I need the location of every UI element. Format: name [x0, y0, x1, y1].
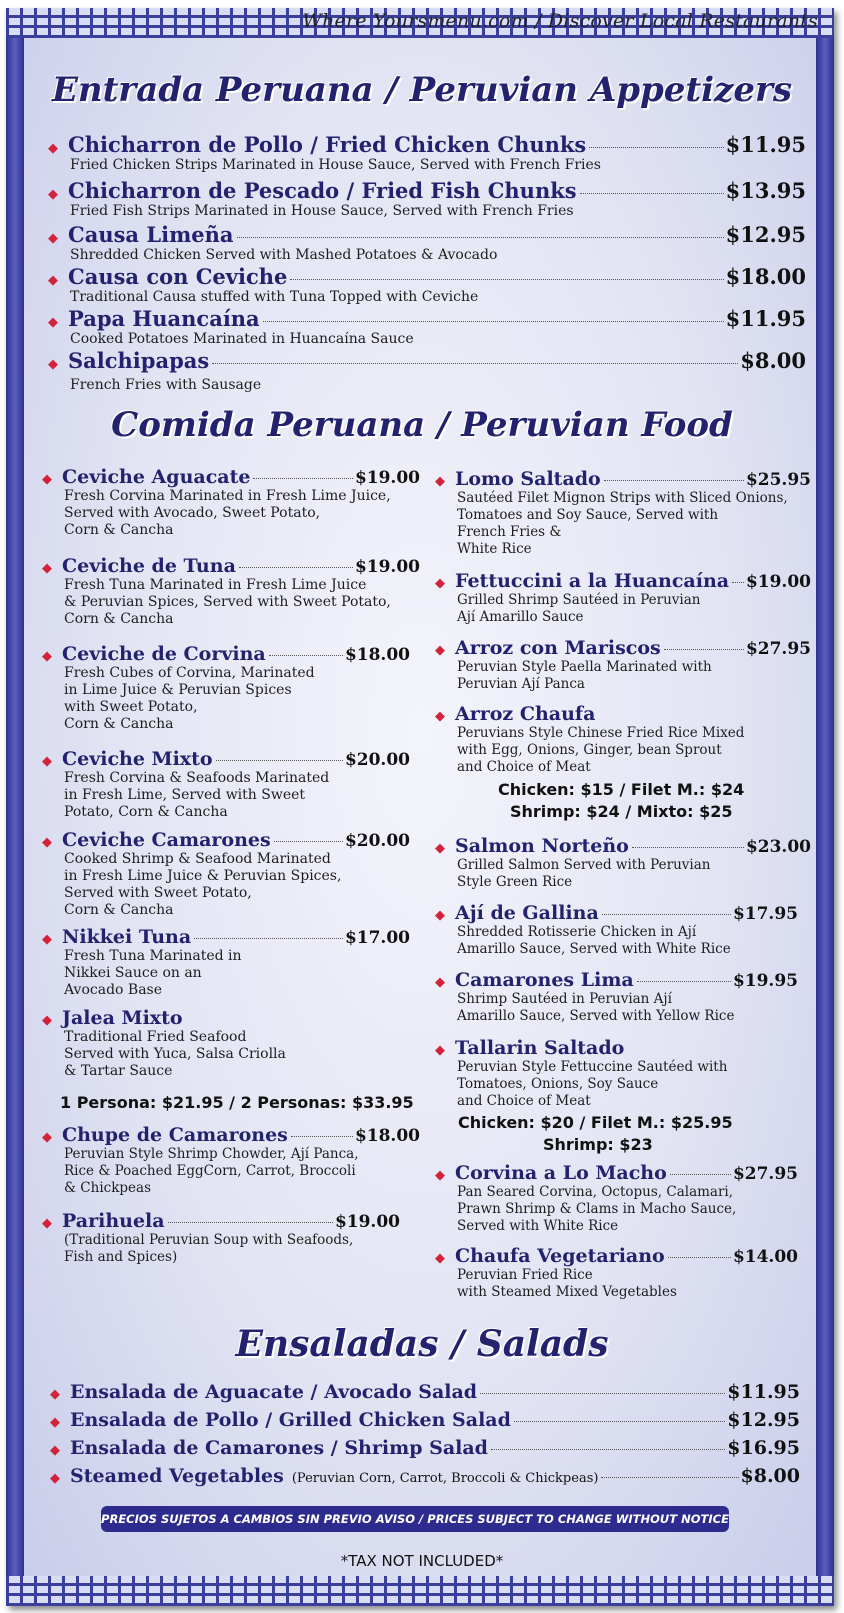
item-price: $16.95 [727, 1437, 800, 1459]
item-name: Fettuccini a la Huancaína [455, 570, 730, 592]
menu-item [435, 468, 811, 558]
item-price: $19.00 [354, 468, 420, 488]
menu-item [42, 643, 410, 733]
item-name: Salchipapas [68, 348, 210, 373]
diamond-bullet-icon: ◆ [48, 273, 58, 288]
menu-item [48, 222, 806, 264]
desc-line: Fresh Corvina & Seafoods Marinated [64, 770, 330, 786]
diamond-bullet-icon: ◆ [42, 1013, 52, 1028]
desc-line: Peruvian Fried Rice [457, 1267, 593, 1283]
salad-item [50, 1437, 800, 1459]
item-price: $11.95 [725, 306, 806, 331]
item-name: Ceviche Mixto [62, 748, 213, 770]
desc-line: & Tartar Sauce [64, 1063, 173, 1079]
item-note: (Peruvian Corn, Carrot, Broccoli & Chickpeas) [291, 1471, 599, 1486]
desc-line: Ají Amarillo Sauce [457, 609, 584, 625]
desc-line: White Rice [457, 541, 532, 557]
diamond-bullet-icon: ◆ [435, 975, 445, 990]
diamond-bullet-icon: ◆ [48, 357, 58, 372]
desc-line: Corn & Cancha [64, 611, 174, 627]
item-name: Ceviche de Corvina [62, 643, 266, 665]
desc-line: (Traditional Peruvian Soup with Seafoods, [64, 1232, 354, 1248]
item-description: French Fries with Sausage [70, 377, 262, 393]
item-description: Fried Chicken Strips Marinated in House Sauce, Served with French Fries [70, 157, 601, 173]
menu-item [48, 348, 806, 394]
item-name: Arroz con Mariscos [455, 637, 661, 659]
desc-line: Peruvian Style Fettuccine Sautéed with [457, 1059, 728, 1075]
desc-line: Sautéed Filet Mignon Strips with Sliced Onions, [457, 490, 788, 506]
diamond-bullet-icon: ◆ [435, 643, 445, 658]
item-name: Arroz Chaufa [455, 703, 596, 725]
desc-line: Style Green Rice [457, 874, 573, 890]
item-name: Ceviche Aguacate [62, 466, 251, 488]
desc-line: with Steamed Mixed Vegetables [457, 1284, 677, 1300]
diamond-bullet-icon: ◆ [435, 908, 445, 923]
desc-line: Pan Seared Corvina, Octopus, Calamari, [457, 1184, 734, 1200]
desc-line: Corn & Cancha [64, 522, 174, 538]
desc-line: Peruvian Style Paella Marinated with [457, 659, 712, 675]
item-name: Tallarin Saltado [455, 1037, 625, 1059]
item-price: $23.00 [745, 837, 811, 857]
item-name: Ensalada de Camarones / Shrimp Salad [70, 1437, 488, 1459]
diamond-bullet-icon: ◆ [435, 1043, 445, 1058]
desc-line: in Fresh Lime Juice & Peruvian Spices, [64, 868, 342, 884]
item-price: $11.95 [725, 132, 806, 157]
item-price: $12.95 [727, 1409, 800, 1431]
desc-line: Traditional Fried Seafood [64, 1029, 247, 1045]
item-name: Parihuela [62, 1210, 165, 1232]
desc-line: Served with Yuca, Salsa Criolla [64, 1046, 286, 1062]
diamond-bullet-icon: ◆ [435, 1168, 445, 1183]
item-price: $25.95 [745, 470, 811, 490]
diamond-bullet-icon: ◆ [48, 141, 58, 156]
item-price: $19.00 [745, 572, 811, 592]
menu-item [435, 835, 811, 891]
menu-item [435, 570, 811, 626]
diamond-bullet-icon: ◆ [48, 231, 58, 246]
menu-item [435, 1037, 811, 1110]
desc-line: Amarillo Sauce, Served with Yellow Rice [457, 1008, 735, 1024]
menu-item [42, 1007, 410, 1080]
item-description: Cooked Potatoes Marinated in Huancaína Sauce [70, 331, 414, 347]
menu-item [435, 1245, 798, 1301]
menu-item [48, 132, 806, 174]
diamond-bullet-icon: ◆ [50, 1415, 60, 1430]
desc-line: in Lime Juice & Peruvian Spices [64, 682, 292, 698]
desc-line: Shrimp Sautéed in Peruvian Ají [457, 991, 672, 1007]
menu-item [48, 178, 806, 220]
tallarin-prices-line-2: Shrimp: $23 [543, 1135, 653, 1154]
desc-line: & Chickpeas [64, 1180, 151, 1196]
item-price: $8.00 [740, 1465, 800, 1487]
diamond-bullet-icon: ◆ [42, 754, 52, 769]
menu-item [48, 264, 806, 306]
desc-line: in Fresh Lime, Served with Sweet [64, 787, 306, 803]
desc-line: French Fries & [457, 524, 562, 540]
item-price: $19.95 [732, 971, 798, 991]
item-name: Steamed Vegetables [70, 1465, 284, 1487]
item-price: $18.00 [344, 645, 410, 665]
item-name: Ceviche Camarones [62, 829, 271, 851]
salad-item [50, 1381, 800, 1403]
desc-line: Fresh Tuna Marinated in [64, 948, 242, 964]
menu-item [48, 306, 806, 348]
item-price: $20.00 [344, 831, 410, 851]
item-name: Ají de Gallina [455, 902, 599, 924]
desc-line: Fresh Tuna Marinated in Fresh Lime Juice [64, 577, 367, 593]
item-name: Ensalada de Pollo / Grilled Chicken Salad [70, 1409, 511, 1431]
item-name: Chupe de Camarones [62, 1124, 288, 1146]
desc-line: Prawn Shrimp & Clams in Macho Sauce, [457, 1201, 737, 1217]
diamond-bullet-icon: ◆ [42, 835, 52, 850]
menu-item [42, 555, 420, 628]
menu-item [42, 1210, 400, 1266]
item-name: Camarones Lima [455, 969, 634, 991]
item-description: Fried Fish Strips Marinated in House Sauce, Served with French Fries [70, 203, 574, 219]
diamond-bullet-icon: ◆ [42, 472, 52, 487]
item-price: $27.95 [732, 1164, 798, 1184]
item-price: $17.95 [732, 904, 798, 924]
salad-item [50, 1409, 800, 1431]
item-price: $8.00 [740, 348, 806, 373]
menu-item [42, 926, 410, 999]
chaufa-prices-line-2: Shrimp: $24 / Mixto: $25 [510, 802, 733, 821]
desc-line: Grilled Salmon Served with Peruvian [457, 857, 711, 873]
tax-note: *TAX NOT INCLUDED* [340, 1552, 504, 1570]
tallarin-prices-line-1: Chicken: $20 / Filet M.: $25.95 [458, 1113, 733, 1132]
desc-line: Corn & Cancha [64, 902, 174, 918]
desc-line: Corn & Cancha [64, 716, 174, 732]
item-price: $19.00 [354, 557, 420, 577]
menu-item [435, 637, 811, 693]
item-name: Causa Limeña [68, 222, 234, 247]
desc-line: Fish and Spices) [64, 1249, 178, 1265]
jalea-prices: 1 Persona: $21.95 / 2 Personas: $33.95 [60, 1093, 414, 1112]
diamond-bullet-icon: ◆ [42, 561, 52, 576]
chaufa-prices-line-1: Chicken: $15 / Filet M.: $24 [498, 780, 745, 799]
desc-line: Amarillo Sauce, Served with White Rice [457, 941, 731, 957]
item-name: Ceviche de Tuna [62, 555, 236, 577]
menu-item [42, 829, 410, 919]
desc-line: & Peruvian Spices, Served with Sweet Potato, [64, 594, 391, 610]
menu-item [42, 1124, 420, 1197]
food-title: Comida Peruana / Peruvian Food [111, 405, 733, 445]
menu-item [42, 748, 410, 821]
item-price: $18.00 [354, 1126, 420, 1146]
item-price: $14.00 [732, 1247, 798, 1267]
menu-item [435, 703, 811, 776]
diamond-bullet-icon: ◆ [48, 187, 58, 202]
item-price: $17.00 [344, 928, 410, 948]
desc-line: with Egg, Onions, Ginger, bean Sprout [457, 742, 722, 758]
diamond-bullet-icon: ◆ [435, 841, 445, 856]
item-name: Chicharron de Pescado / Fried Fish Chunks [68, 178, 577, 203]
item-price: $19.00 [334, 1212, 400, 1232]
diamond-bullet-icon: ◆ [50, 1387, 60, 1402]
desc-line: Peruvian Ají Panca [457, 676, 585, 692]
diamond-bullet-icon: ◆ [50, 1471, 60, 1486]
diamond-bullet-icon: ◆ [50, 1443, 60, 1458]
item-price: $18.00 [725, 264, 806, 289]
item-description: Shredded Chicken Served with Mashed Potatoes & Avocado [70, 247, 498, 263]
diamond-bullet-icon: ◆ [42, 932, 52, 947]
diamond-bullet-icon: ◆ [435, 1251, 445, 1266]
item-price: $20.00 [344, 750, 410, 770]
appetizers-title: Entrada Peruana / Peruvian Appetizers [51, 70, 793, 110]
salad-item [50, 1465, 800, 1487]
item-name: Salmon Norteño [455, 835, 629, 857]
menu-item [435, 969, 798, 1025]
desc-line: Served with Avocado, Sweet Potato, [64, 505, 321, 521]
item-name: Chaufa Vegetariano [455, 1245, 665, 1267]
diamond-bullet-icon: ◆ [42, 1130, 52, 1145]
desc-line: Potato, Corn & Cancha [64, 804, 228, 820]
desc-line: Fresh Cubes of Corvina, Marinated [64, 665, 315, 681]
item-name: Nikkei Tuna [62, 926, 192, 948]
desc-line: Served with White Rice [457, 1218, 619, 1234]
desc-line: and Choice of Meat [457, 759, 591, 775]
item-price: $13.95 [725, 178, 806, 203]
item-price: $27.95 [745, 639, 811, 659]
desc-line: and Choice of Meat [457, 1093, 591, 1109]
item-name: Chicharron de Pollo / Fried Chicken Chunks [68, 132, 587, 157]
diamond-bullet-icon: ◆ [435, 576, 445, 591]
item-name: Jalea Mixto [62, 1007, 183, 1029]
item-name: Causa con Ceviche [68, 264, 288, 289]
diamond-bullet-icon: ◆ [42, 1216, 52, 1231]
desc-line: with Sweet Potato, [64, 699, 198, 715]
desc-line: Cooked Shrimp & Seafood Marinated [64, 851, 331, 867]
watermark: Where Yoursmenu.com / Discover Local Restaurants [302, 10, 818, 32]
item-name: Papa Huancaína [68, 306, 260, 331]
desc-line: Nikkei Sauce on an [64, 965, 202, 981]
desc-line: Tomatoes, Onions, Soy Sauce [457, 1076, 659, 1092]
item-name: Corvina a Lo Macho [455, 1162, 667, 1184]
greek-key-border-bottom [6, 1576, 834, 1606]
desc-line: Peruvian Style Shrimp Chowder, Ají Panca, [64, 1146, 359, 1162]
menu-item [42, 466, 420, 539]
item-price: $12.95 [725, 222, 806, 247]
item-name: Lomo Saltado [455, 468, 601, 490]
diamond-bullet-icon: ◆ [42, 649, 52, 664]
desc-line: Avocado Base [64, 982, 163, 998]
salads-title: Ensaladas / Salads [235, 1323, 609, 1365]
desc-line: Peruvians Style Chinese Fried Rice Mixed [457, 725, 745, 741]
desc-line: Fresh Corvina Marinated in Fresh Lime Juice, [64, 488, 391, 504]
desc-line: Shredded Rotisserie Chicken in Ají [457, 924, 697, 940]
menu-item [435, 902, 798, 958]
desc-line: Grilled Shrimp Sautéed in Peruvian [457, 592, 701, 608]
desc-line: Served with Sweet Potato, [64, 885, 252, 901]
diamond-bullet-icon: ◆ [48, 315, 58, 330]
price-notice-banner: PRECIOS SUJETOS A CAMBIOS SIN PREVIO AVISO / PRICES SUBJECT TO CHANGE WITHOUT NOTICE [101, 1506, 729, 1532]
diamond-bullet-icon: ◆ [435, 474, 445, 489]
item-price: $11.95 [727, 1381, 800, 1403]
diamond-bullet-icon: ◆ [435, 709, 445, 724]
menu-item [435, 1162, 798, 1235]
item-name: Ensalada de Aguacate / Avocado Salad [70, 1381, 478, 1403]
item-description: Traditional Causa stuffed with Tuna Topped with Ceviche [70, 289, 479, 305]
desc-line: Tomatoes and Soy Sauce, Served with [457, 507, 719, 523]
desc-line: Rice & Poached EggCorn, Carrot, Broccoli [64, 1163, 356, 1179]
